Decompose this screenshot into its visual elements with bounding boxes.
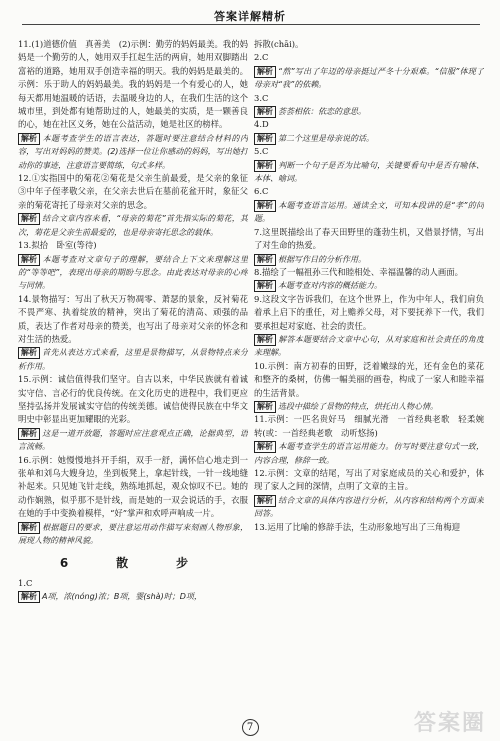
analysis-tag: 解析	[18, 213, 40, 225]
analysis-tag: 解析	[254, 334, 276, 346]
analysis-tag: 解析	[254, 280, 276, 292]
right-column	[254, 38, 484, 534]
paragraph-text: 13.拟拾 卧室(等待)	[18, 240, 97, 251]
analysis-tag: 解析	[18, 522, 40, 534]
paragraph-text: 3.C	[254, 92, 269, 103]
answer-paragraph	[18, 38, 248, 132]
analysis-paragraph	[254, 65, 484, 92]
analysis-paragraph	[18, 132, 248, 172]
analysis-paragraph	[18, 212, 248, 239]
paragraph-text: 根据题目的要求，要注意运用动作描写来刻画人物形象，展现人物的精神风貌。	[18, 522, 248, 546]
analysis-tag: 解析	[254, 441, 276, 453]
paragraph-text: A项，浓(nóng)浓；B项，霎(shà)时；D项，	[42, 592, 202, 602]
paragraph-text: 10.示例：南方初春的田野，泛着嫩绿的光，还有金色的菜花和整齐的桑树，仿佛一幅美丽的画卷，构成了一家人和睦幸福的生活背景。	[254, 360, 484, 398]
analysis-paragraph	[18, 346, 248, 373]
paragraph-text: 结合文章的具体内容进行分析，从内容和结构两个方面来回答。	[254, 495, 484, 519]
paragraph-text: 9.这段文字告诉我们，在这个世界上，作为中年人，我们肩负着承上启下的重任，对上赡养父母，对下要抚养下一代，我们要承担起对家庭、社会的责任。	[254, 293, 484, 331]
paragraph-text: 14.景物描写：写出了秋天万物凋零、萧瑟的景象，反衬菊花不畏严寒、执着绽放的精神，突出了菊花的清高、顽强的品质，表达了作者对母亲的赞美，也写出了母亲对父亲的怀念和对生活的热爱。	[18, 293, 248, 344]
answer-paragraph	[254, 185, 484, 198]
paragraph-text: 第二个这里是母亲说的话。	[278, 133, 374, 143]
paragraph-text: 首先从表达方式来看，这里是景物描写，从景物特点来分析作用。	[18, 348, 248, 371]
answer-paragraph	[18, 373, 248, 427]
paragraph-text: 选段中描绘了景物的特点，烘托出人物心情。	[278, 401, 438, 411]
analysis-paragraph	[18, 590, 248, 603]
paragraph-text: 荟荟相依：依恋的意思。	[278, 107, 366, 117]
answer-paragraph	[254, 38, 484, 51]
analysis-paragraph	[254, 199, 484, 226]
analysis-tag: 解析	[18, 254, 40, 266]
analysis-paragraph	[254, 400, 484, 413]
paragraph-text: 本题考查对内容的概括能力。	[278, 281, 382, 291]
analysis-paragraph	[254, 159, 484, 186]
analysis-paragraph	[18, 427, 248, 454]
analysis-tag: 解析	[18, 347, 40, 359]
analysis-tag: 解析	[254, 200, 276, 212]
answer-paragraph	[254, 51, 484, 64]
watermark: 答案圈	[413, 711, 486, 736]
analysis-paragraph	[254, 132, 484, 145]
paragraph-text: “熬”写出了年迈的母亲挺过严冬十分艰难。“信服”体现了母亲对“我”的依赖。	[254, 66, 484, 90]
analysis-paragraph	[254, 333, 484, 360]
page-footer	[0, 719, 500, 736]
analysis-paragraph	[18, 521, 248, 548]
paragraph-text: 7.这里既描绘出了春天田野里的蓬勃生机，又借景抒情，写出了对生命的热爱。	[254, 226, 484, 251]
analysis-tag: 解析	[254, 160, 276, 172]
answer-paragraph	[254, 467, 484, 494]
paragraph-text: 11.(1)道德价值 真善美 (2)示例：勤劳的妈妈最美。我的妈妈是一个勤劳的人，她用双手扛起生活的两肩，她用双脚踏出富裕的道路，她用双手创造幸福的明天。我的妈妈是最美的。示例：乐于助人的妈妈最美。我的妈妈是一个有爱心的人，她每天都用她温暖的话语，去温暖身边的人，在我们生活的这个城市里，到处都有她帮助过的人，她最美的实质，是一颗善良的心，她在社区义务，她在公益活动，她是社区的榜样。	[18, 39, 248, 130]
paragraph-text: 根据写作目的分析作用。	[278, 254, 366, 264]
paragraph-text: 本题考查学生的语言运用能力。仿写时要注意句式一致，内容合理，修辞一致。	[254, 442, 484, 465]
paragraph-text: 本题考查学生的语言表达，答题时要注意结合材料的内容，写出对妈妈的赞美。(2)选择一位让你感动的妈妈，写出她打动你的事迹，注意语言要简练，句式多样。	[18, 133, 248, 170]
analysis-tag: 解析	[254, 106, 276, 118]
paragraph-text: 12.①实指国中的菊花②菊花是父亲生前最爱，是父亲的象征③中年子侄孝敬父亲，在父亲去世后在墓前花盆开时，象征父亲的菊花寄托了母亲对父亲的思念。	[18, 173, 248, 210]
answer-paragraph	[254, 145, 484, 158]
paragraph-text: 解答本题要结合文章中心句，从对家庭和社会责任的角度来理解。	[254, 334, 484, 358]
page-header-title: 答案详解精析	[214, 10, 286, 23]
answer-paragraph	[254, 360, 484, 400]
analysis-tag: 解析	[254, 254, 276, 266]
answer-paragraph	[254, 226, 484, 253]
answer-paragraph	[254, 293, 484, 333]
paragraph-text: 15.示例：诚信值得我们坚守。自古以来，中华民族就有着诚实守信、言必行的优良传统。在文化历史的进程中，我们更应坚持弘扬并发展诚实守信的传统美德。诚信使得民族在中华文明史中彰显出更加耀眼的光彩。	[18, 374, 248, 425]
paragraph-text: 2.C	[254, 52, 269, 63]
answer-paragraph	[18, 454, 248, 521]
analysis-paragraph	[254, 105, 484, 118]
paragraph-text: 1.C	[18, 577, 33, 588]
paragraph-text: 5.C	[254, 146, 269, 157]
paragraph-text: 本题考查对文章句子的理解，要结合上下文来理解这里的“等等吧”，表现出母亲的期盼与思念。由此表达对母亲的心疼与同情。	[18, 254, 248, 291]
paragraph-text: 判断一个句子是否为比喻句，关键要看句中是否有喻体、本体、喻词。	[254, 160, 484, 184]
answer-paragraph	[254, 413, 484, 440]
paragraph-text: 11.示例：一匹名贵好马 细腻光滑 一首经典老歌 轻柔婉转(或：一首经典老歌 动听悠扬)	[254, 414, 484, 438]
answer-paragraph	[18, 577, 248, 590]
paragraph-text: 6.C	[254, 186, 269, 197]
analysis-tag: 解析	[254, 495, 276, 507]
analysis-tag: 解析	[254, 66, 276, 78]
paragraph-text: 4.D	[254, 119, 269, 130]
page-number: 7	[242, 719, 259, 736]
analysis-paragraph	[254, 279, 484, 292]
answer-paragraph	[254, 118, 484, 131]
analysis-tag: 解析	[254, 133, 276, 145]
paragraph-text: 8.描绘了一幅祖孙三代和睦相处、幸福温馨的动人画面。	[254, 266, 463, 277]
paragraph-text: 本题考查语言运用。通读全文，可知本段讲的是“孝”的问题。	[254, 200, 484, 224]
answer-paragraph	[18, 239, 248, 252]
section-title: 6 散 步	[59, 556, 207, 571]
analysis-paragraph	[254, 494, 484, 521]
paragraph-text: 这是一道开放题，答题时应注意观点正确，论据典型，语言流畅。	[18, 428, 248, 452]
analysis-tag: 解析	[254, 401, 276, 413]
paragraph-text: 13.运用了比喻的修辞手法，生动形象地写出了三角梅迎	[254, 521, 460, 532]
answer-paragraph	[254, 266, 484, 279]
answer-paragraph	[254, 521, 484, 534]
analysis-paragraph	[254, 253, 484, 266]
analysis-tag: 解析	[18, 428, 40, 440]
analysis-paragraph	[18, 253, 248, 293]
header-rule	[22, 24, 480, 25]
paragraph-text: 结合文章内容来看，“母亲的菊花”首先指实际的菊花，其次，菊花是父亲生前最爱的，也是母亲寄托思念的载体。	[18, 214, 248, 237]
answer-paragraph	[254, 92, 484, 105]
analysis-paragraph	[254, 440, 484, 467]
paragraph-text: 16.示例：她慢慢地抖开手绢，双手一舒，满怀信心地走到一张单和刘乌大嫂身边，坐到板凳上，拿起针线，一针一线地缝补起来。只见她飞针走线，熟练地抓起，观众惊叹不已。她的动作娴熟，似乎那不是针线，而是她的一双会说话的手，衣服在她的手中变换着模样，“好”掌声和欢呼声响成一片。	[18, 454, 248, 519]
answer-paragraph	[18, 172, 248, 212]
analysis-tag: 解析	[18, 591, 40, 603]
answer-paragraph	[18, 293, 248, 347]
paragraph-text: 12.示例：文章的结尾，写出了对家庭成员的关心和爱护，体现了家人之间的深情，点明了文章的主旨。	[254, 468, 484, 492]
paragraph-text: 拆散(chāi)。	[254, 39, 304, 49]
left-column	[18, 38, 248, 604]
analysis-tag: 解析	[18, 133, 40, 145]
